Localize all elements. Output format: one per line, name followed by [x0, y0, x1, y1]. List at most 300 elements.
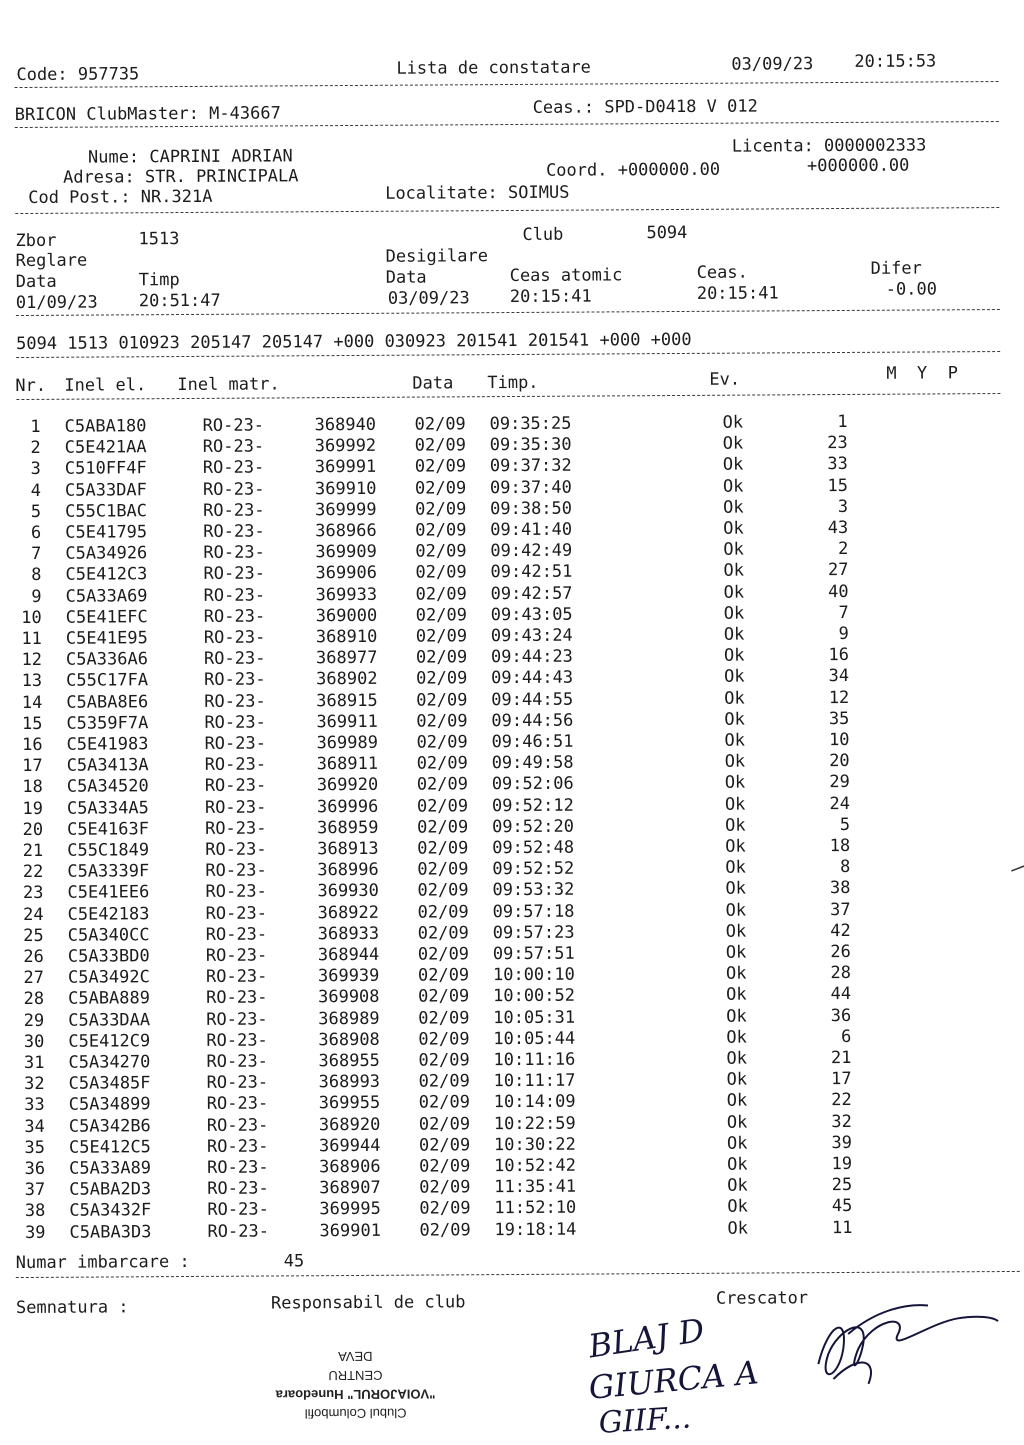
ring-prefix: RO-23- — [206, 1030, 268, 1051]
arrival-date: 02/09 — [419, 1219, 471, 1241]
ring-prefix: RO-23- — [206, 1093, 269, 1115]
arrival-date: 02/09 — [418, 1029, 470, 1050]
position: 40 — [828, 581, 849, 602]
ring-number: 368933 — [317, 923, 380, 945]
ring-electronic: C5E41EFC — [65, 607, 148, 628]
position: 21 — [830, 1047, 852, 1069]
position: 5 — [839, 814, 851, 835]
event-status: Ok — [723, 645, 745, 666]
ring-prefix: RO-23- — [204, 797, 267, 818]
event-status: Ok — [723, 518, 744, 539]
ring-electronic: C5E41983 — [66, 734, 149, 755]
arrival-time: 09:38:50 — [490, 498, 573, 519]
row-number: 4 — [30, 480, 42, 501]
ring-electronic: C5ABA889 — [68, 988, 151, 1010]
row-number: 14 — [21, 692, 43, 713]
arrival-time: 09:44:55 — [491, 689, 574, 710]
event-status: Ok — [724, 772, 746, 794]
event-status: Ok — [725, 878, 746, 900]
position: 12 — [828, 687, 850, 708]
arrival-date: 02/09 — [414, 456, 467, 477]
arrival-time: 11:52:10 — [494, 1198, 577, 1219]
arrival-date: 02/09 — [417, 965, 470, 986]
arrival-date: 02/09 — [414, 414, 466, 435]
arrival-date: 02/09 — [414, 435, 466, 456]
arrival-time: 09:42:51 — [490, 562, 573, 583]
position: 18 — [829, 835, 851, 857]
row-number: 2 — [30, 438, 41, 459]
arrival-time: 09:53:32 — [492, 880, 575, 901]
arrival-time: 09:37:40 — [489, 477, 572, 498]
arrival-time: 09:57:23 — [492, 922, 575, 943]
arrival-date: 02/09 — [415, 520, 467, 541]
ring-prefix: RO-23- — [204, 754, 267, 776]
row-number: 38 — [24, 1201, 46, 1222]
row-number: 8 — [31, 565, 42, 586]
arrival-time: 11:35:41 — [494, 1176, 577, 1198]
ring-number: 369933 — [315, 584, 378, 605]
row-number: 6 — [30, 522, 42, 543]
arrival-time: 10:22:59 — [493, 1113, 576, 1134]
ring-number: 368902 — [316, 669, 378, 690]
row-number: 5 — [30, 501, 42, 522]
ring-prefix: RO-23- — [207, 1178, 269, 1200]
position: 32 — [831, 1111, 852, 1132]
position: 6 — [841, 1026, 852, 1047]
club-stamp — [240, 1332, 471, 1423]
event-status: Ok — [723, 560, 745, 582]
ring-number: 369909 — [315, 542, 377, 563]
ceas-label: Ceas. — [696, 262, 748, 283]
row-number: 22 — [22, 862, 44, 883]
arrival-time: 10:00:10 — [492, 964, 575, 986]
handwritten-name-3: GIIF... — [597, 1400, 693, 1441]
ring-number: 368908 — [318, 1029, 380, 1050]
ring-number: 369992 — [314, 436, 377, 457]
clock-line: Ceas.: SPD-D0418 V 012 — [532, 96, 758, 118]
ring-electronic: C5ABA8E6 — [66, 691, 149, 713]
ring-number: 368959 — [316, 817, 379, 839]
position: 23 — [827, 433, 848, 454]
event-status: Ok — [726, 1133, 748, 1154]
ring-electronic: C5A33BD0 — [67, 946, 150, 967]
ring-prefix: RO-23- — [206, 1009, 268, 1030]
owner-address: Adresa: STR. PRINCIPALA — [63, 166, 299, 188]
ring-number: 369999 — [315, 499, 377, 521]
ring-number: 368922 — [317, 902, 380, 923]
row-number: 32 — [24, 1074, 45, 1095]
ring-electronic: C5A33A69 — [65, 585, 148, 607]
ring-electronic: C5E41E95 — [65, 628, 148, 649]
ring-electronic: C5E41795 — [65, 522, 148, 543]
ring-electronic: C5E421AA — [64, 437, 147, 458]
event-status: Ok — [723, 539, 744, 560]
arrival-date: 02/09 — [417, 923, 469, 944]
ring-number: 369906 — [315, 563, 377, 584]
ring-prefix: RO-23- — [206, 1051, 268, 1072]
ring-number: 369944 — [318, 1135, 381, 1156]
ring-number: 368989 — [318, 1008, 380, 1029]
ring-prefix: RO-23- — [205, 924, 268, 945]
arrival-time: 09:35:25 — [489, 413, 572, 435]
arrival-date: 02/09 — [416, 732, 468, 753]
row-number: 17 — [22, 756, 43, 777]
row-number: 18 — [22, 777, 43, 798]
ring-electronic: C5A3492C — [67, 967, 150, 988]
arrival-time: 10:11:16 — [493, 1049, 576, 1071]
arrival-date: 02/09 — [416, 689, 468, 711]
position: 28 — [830, 963, 852, 984]
ring-number: 369930 — [317, 881, 379, 902]
owner-coord: Coord. +000000.00 — [545, 159, 721, 181]
ring-prefix: RO-23- — [207, 1199, 269, 1221]
position: 22 — [831, 1090, 852, 1111]
event-status: Ok — [722, 433, 744, 454]
position: 36 — [830, 1005, 852, 1026]
position: 33 — [827, 454, 848, 475]
arrival-time: 09:43:24 — [490, 625, 573, 647]
arrival-date: 02/09 — [418, 1135, 471, 1156]
position: 24 — [829, 793, 850, 814]
arrival-time: 09:44:56 — [491, 710, 574, 731]
event-status: Ok — [723, 624, 745, 645]
event-status: Ok — [724, 688, 745, 709]
row-number: 36 — [24, 1158, 46, 1179]
ring-number: 368993 — [318, 1072, 381, 1093]
position: 16 — [828, 645, 850, 666]
ring-number: 369991 — [314, 457, 377, 478]
stamp-line: DEVA — [338, 1348, 373, 1365]
ring-prefix: RO-23- — [203, 627, 266, 648]
ring-prefix: RO-23- — [202, 415, 265, 436]
owner-postal: Cod Post.: NR.321A — [28, 186, 213, 208]
ring-electronic: C5A34899 — [68, 1094, 151, 1116]
reglare-label: Reglare — [15, 250, 88, 272]
event-status: Ok — [727, 1175, 748, 1196]
timp-label: Timp — [138, 270, 180, 291]
ring-prefix: RO-23- — [204, 669, 266, 691]
ring-prefix: RO-23- — [203, 500, 265, 521]
arrival-date: 02/09 — [418, 1113, 471, 1135]
ring-prefix: RO-23- — [205, 903, 268, 924]
ring-prefix: RO-23- — [203, 585, 266, 606]
arrival-time: 10:14:09 — [493, 1092, 576, 1113]
ring-number: 369995 — [319, 1199, 381, 1220]
event-status: Ok — [727, 1196, 748, 1218]
ring-number: 369996 — [316, 796, 379, 817]
imbarcare-value: 45 — [283, 1251, 305, 1272]
row-number: 37 — [24, 1180, 46, 1201]
ring-electronic: C510FF4F — [64, 458, 147, 480]
ring-prefix: RO-23- — [206, 1115, 269, 1136]
position: 45 — [831, 1196, 853, 1217]
club-label: Club — [522, 224, 564, 245]
handwritten-name-2: GIURCA A — [587, 1353, 760, 1407]
zbor-label: Zbor — [15, 230, 57, 252]
handwritten-name-1: BLAJ D — [586, 1310, 707, 1366]
owner-license: Licenta: 0000002333 — [731, 135, 927, 157]
ring-number: 369989 — [316, 732, 379, 754]
event-status: Ok — [725, 857, 746, 878]
data-label: Data — [15, 271, 57, 293]
ring-prefix: RO-23- — [203, 521, 265, 542]
ring-prefix: RO-23- — [203, 563, 265, 585]
desigilare-date: 03/09/23 — [387, 288, 470, 309]
position: 9 — [838, 623, 849, 645]
ring-electronic: C5A334A5 — [66, 797, 149, 819]
arrival-time: 09:57:18 — [492, 901, 575, 922]
responsabil-label: Responsabil de club — [270, 1292, 466, 1314]
row-number: 15 — [21, 713, 43, 734]
arrival-time: 09:52:06 — [491, 774, 574, 795]
ring-prefix: RO-23- — [202, 479, 265, 500]
ring-electronic: C5A33DAA — [68, 1009, 151, 1031]
row-number: 7 — [31, 544, 42, 565]
signature — [788, 1293, 1009, 1404]
event-status: Ok — [723, 582, 745, 603]
position: 26 — [830, 941, 851, 963]
arrival-date: 02/09 — [416, 668, 468, 689]
ring-prefix: RO-23- — [207, 1221, 269, 1242]
ring-prefix: RO-23- — [205, 881, 267, 903]
col-header-ev: Ev. — [709, 369, 741, 390]
row-number: 23 — [22, 883, 44, 904]
stamp-line: "VOIAJORUL" Hunedoara — [275, 1386, 436, 1403]
row-number: 21 — [22, 840, 44, 862]
event-status: Ok — [725, 836, 746, 857]
position: 25 — [831, 1175, 853, 1196]
row-number: 13 — [21, 671, 43, 692]
code-line: Code: 957735 — [16, 64, 140, 86]
ring-number: 368920 — [318, 1114, 381, 1135]
ring-electronic: C5A33A89 — [69, 1158, 152, 1179]
arrival-time: 10:30:22 — [493, 1134, 576, 1155]
header-date: 03/09/23 — [731, 54, 814, 75]
imbarcare-label: Numar imbarcare : — [15, 1251, 190, 1274]
difer-value: -0.00 — [885, 279, 938, 300]
ring-number: 368907 — [319, 1178, 381, 1199]
ceas-atomic-label: Ceas atomic — [509, 265, 623, 287]
ring-prefix: RO-23- — [205, 839, 267, 860]
row-number: 25 — [23, 925, 44, 946]
arrival-date: 02/09 — [417, 880, 469, 901]
event-status: Ok — [726, 1090, 748, 1112]
ring-prefix: RO-23- — [206, 1072, 269, 1094]
position: 38 — [829, 878, 851, 899]
event-status: Ok — [724, 709, 745, 730]
position: 8 — [839, 857, 851, 878]
arrival-time: 09:44:43 — [491, 668, 574, 689]
arrival-date: 02/09 — [417, 838, 469, 859]
arrival-time: 09:52:12 — [491, 795, 574, 816]
event-status: Ok — [722, 476, 744, 497]
arrival-date: 02/09 — [419, 1156, 471, 1177]
ring-number: 368977 — [315, 648, 378, 669]
event-status: Ok — [725, 900, 747, 921]
ring-electronic: C5ABA2D3 — [69, 1179, 152, 1200]
event-status: Ok — [722, 412, 744, 433]
row-number: 16 — [21, 734, 43, 756]
ring-number: 368966 — [315, 520, 377, 542]
arrival-time: 09:52:20 — [491, 816, 575, 837]
ring-electronic: C5ABA3D3 — [69, 1221, 152, 1243]
header-time: 20:15:53 — [854, 51, 937, 72]
position: 27 — [827, 560, 849, 581]
flight-code-line: 5094 1513 010923 205147 205147 +000 030923 201541 201541 +000 +000 — [16, 329, 692, 355]
event-status: Ok — [727, 1154, 748, 1175]
ring-number: 368906 — [319, 1156, 381, 1178]
ring-prefix: RO-23- — [204, 733, 267, 754]
event-status: Ok — [724, 751, 746, 772]
owner-locality: Localitate: SOIMUS — [385, 182, 570, 204]
arrival-time: 10:52:42 — [494, 1155, 577, 1177]
ring-prefix: RO-23- — [203, 648, 266, 670]
col-header-date: Data — [412, 373, 454, 394]
semnatura-label: Semnatura : — [15, 1297, 129, 1319]
arrival-date: 02/09 — [415, 499, 467, 520]
arrival-time: 09:42:49 — [490, 540, 573, 562]
ring-number: 369920 — [316, 775, 379, 796]
ring-number: 368944 — [317, 944, 380, 966]
ring-electronic: C5359F7A — [66, 713, 149, 734]
device-line: BRICON ClubMaster: M-43667 — [14, 103, 281, 126]
ring-electronic: C5A3339F — [67, 861, 150, 882]
stamp-line: CENTRU — [328, 1367, 383, 1384]
row-number: 29 — [23, 1010, 45, 1031]
position: 43 — [827, 517, 849, 539]
event-status: Ok — [724, 815, 746, 836]
arrival-date: 02/09 — [418, 1050, 470, 1071]
arrival-date: 02/09 — [415, 541, 467, 562]
position: 44 — [830, 984, 852, 1005]
ring-prefix: RO-23- — [202, 436, 265, 458]
col-header-matr: Inel matr. — [177, 374, 280, 396]
ring-electronic: C5E412C3 — [65, 564, 148, 586]
col-header-time: Timp. — [487, 372, 539, 394]
event-status: Ok — [727, 1218, 749, 1239]
arrival-time: 09:35:30 — [489, 434, 572, 456]
position: 39 — [831, 1132, 853, 1153]
arrival-date: 02/09 — [419, 1198, 471, 1219]
arrival-time: 10:11:17 — [493, 1070, 576, 1092]
position: 19 — [831, 1153, 853, 1175]
ring-electronic: C55C1849 — [67, 840, 150, 861]
position: 17 — [831, 1069, 852, 1090]
ring-prefix: RO-23- — [203, 606, 266, 627]
stamp-line: Clubul Columbofil — [304, 1405, 407, 1422]
arrival-time: 09:49:58 — [491, 752, 574, 774]
arrival-date: 02/09 — [417, 944, 470, 965]
document-title: Lista de constatare — [396, 57, 591, 79]
arrival-time: 09:43:05 — [490, 604, 573, 625]
event-status: Ok — [726, 984, 747, 1006]
arrival-date: 02/09 — [416, 817, 469, 838]
position: 42 — [830, 920, 851, 941]
ring-number: 369908 — [318, 987, 380, 1008]
margin-mark — [1009, 857, 1024, 877]
ring-prefix: RO-23- — [205, 860, 267, 882]
event-status: Ok — [725, 942, 747, 963]
arrival-time: 09:37:32 — [489, 456, 572, 477]
ring-electronic: C5E41EE6 — [67, 882, 150, 904]
event-status: Ok — [725, 921, 747, 942]
ring-number: 369955 — [318, 1093, 381, 1114]
ring-number: 368996 — [317, 860, 379, 881]
arrival-time: 09:57:51 — [492, 943, 575, 965]
row-number: 39 — [24, 1222, 46, 1243]
arrival-date: 02/09 — [418, 1071, 470, 1092]
arrival-date: 02/09 — [415, 583, 467, 605]
ring-prefix: RO-23- — [205, 966, 268, 988]
divider — [15, 207, 999, 214]
event-status: Ok — [724, 794, 746, 815]
desigilare-label: Desigilare — [385, 246, 488, 267]
ring-prefix: RO-23- — [202, 457, 265, 479]
ring-prefix: RO-23- — [205, 945, 268, 966]
ring-number: 369910 — [314, 478, 377, 499]
ring-number: 368910 — [315, 626, 378, 648]
ring-prefix: RO-23- — [206, 1136, 269, 1157]
position: 2 — [838, 539, 849, 560]
arrival-date: 02/09 — [418, 986, 470, 1007]
row-number: 34 — [24, 1116, 45, 1137]
arrival-time: 09:46:51 — [491, 731, 574, 753]
divider — [16, 393, 1000, 400]
position: 7 — [838, 602, 849, 623]
event-status: Ok — [724, 666, 745, 688]
arrival-date: 02/09 — [415, 647, 468, 668]
ring-electronic: C5E4163F — [66, 819, 150, 840]
ring-number: 369901 — [319, 1220, 381, 1241]
ring-electronic: C5E42183 — [67, 903, 150, 925]
arrival-date: 02/09 — [416, 711, 468, 732]
arrival-time: 09:52:52 — [492, 858, 575, 880]
ring-number: 369911 — [316, 711, 378, 733]
arrival-date: 02/09 — [418, 1007, 470, 1029]
row-number: 3 — [30, 459, 41, 480]
reglare-time: 20:51:47 — [138, 290, 221, 312]
arrival-time: 09:41:40 — [490, 519, 573, 541]
owner-name: Nume: CAPRINI ADRIAN — [87, 146, 293, 168]
position: 10 — [828, 729, 850, 751]
row-number: 24 — [23, 904, 44, 925]
row-number: 12 — [21, 650, 43, 671]
position: 3 — [837, 496, 849, 517]
club-value: 5094 — [646, 222, 688, 244]
row-number: 28 — [23, 989, 45, 1010]
row-number: 1 — [30, 416, 41, 437]
ring-number: 368913 — [317, 838, 379, 860]
ring-electronic: C5A342B6 — [68, 1115, 151, 1137]
arrival-time: 10:00:52 — [493, 986, 576, 1007]
position: 1 — [837, 411, 848, 433]
ring-electronic: C5A34926 — [65, 543, 148, 564]
ring-number: 368940 — [314, 414, 377, 436]
event-status: Ok — [724, 730, 746, 751]
arrival-date: 02/09 — [418, 1092, 470, 1113]
event-status: Ok — [725, 963, 747, 984]
divider — [15, 81, 999, 88]
atomic-time: 20:15:41 — [509, 286, 592, 308]
row-number: 35 — [24, 1137, 46, 1158]
ring-electronic: C5A33DAF — [64, 479, 147, 501]
col-header-myp: M Y P — [886, 363, 959, 384]
difer-label: Difer — [870, 258, 922, 279]
data-label: Data — [385, 267, 427, 288]
arrival-date: 02/09 — [417, 901, 469, 923]
position: 29 — [829, 772, 850, 793]
ring-prefix: RO-23- — [203, 542, 265, 564]
